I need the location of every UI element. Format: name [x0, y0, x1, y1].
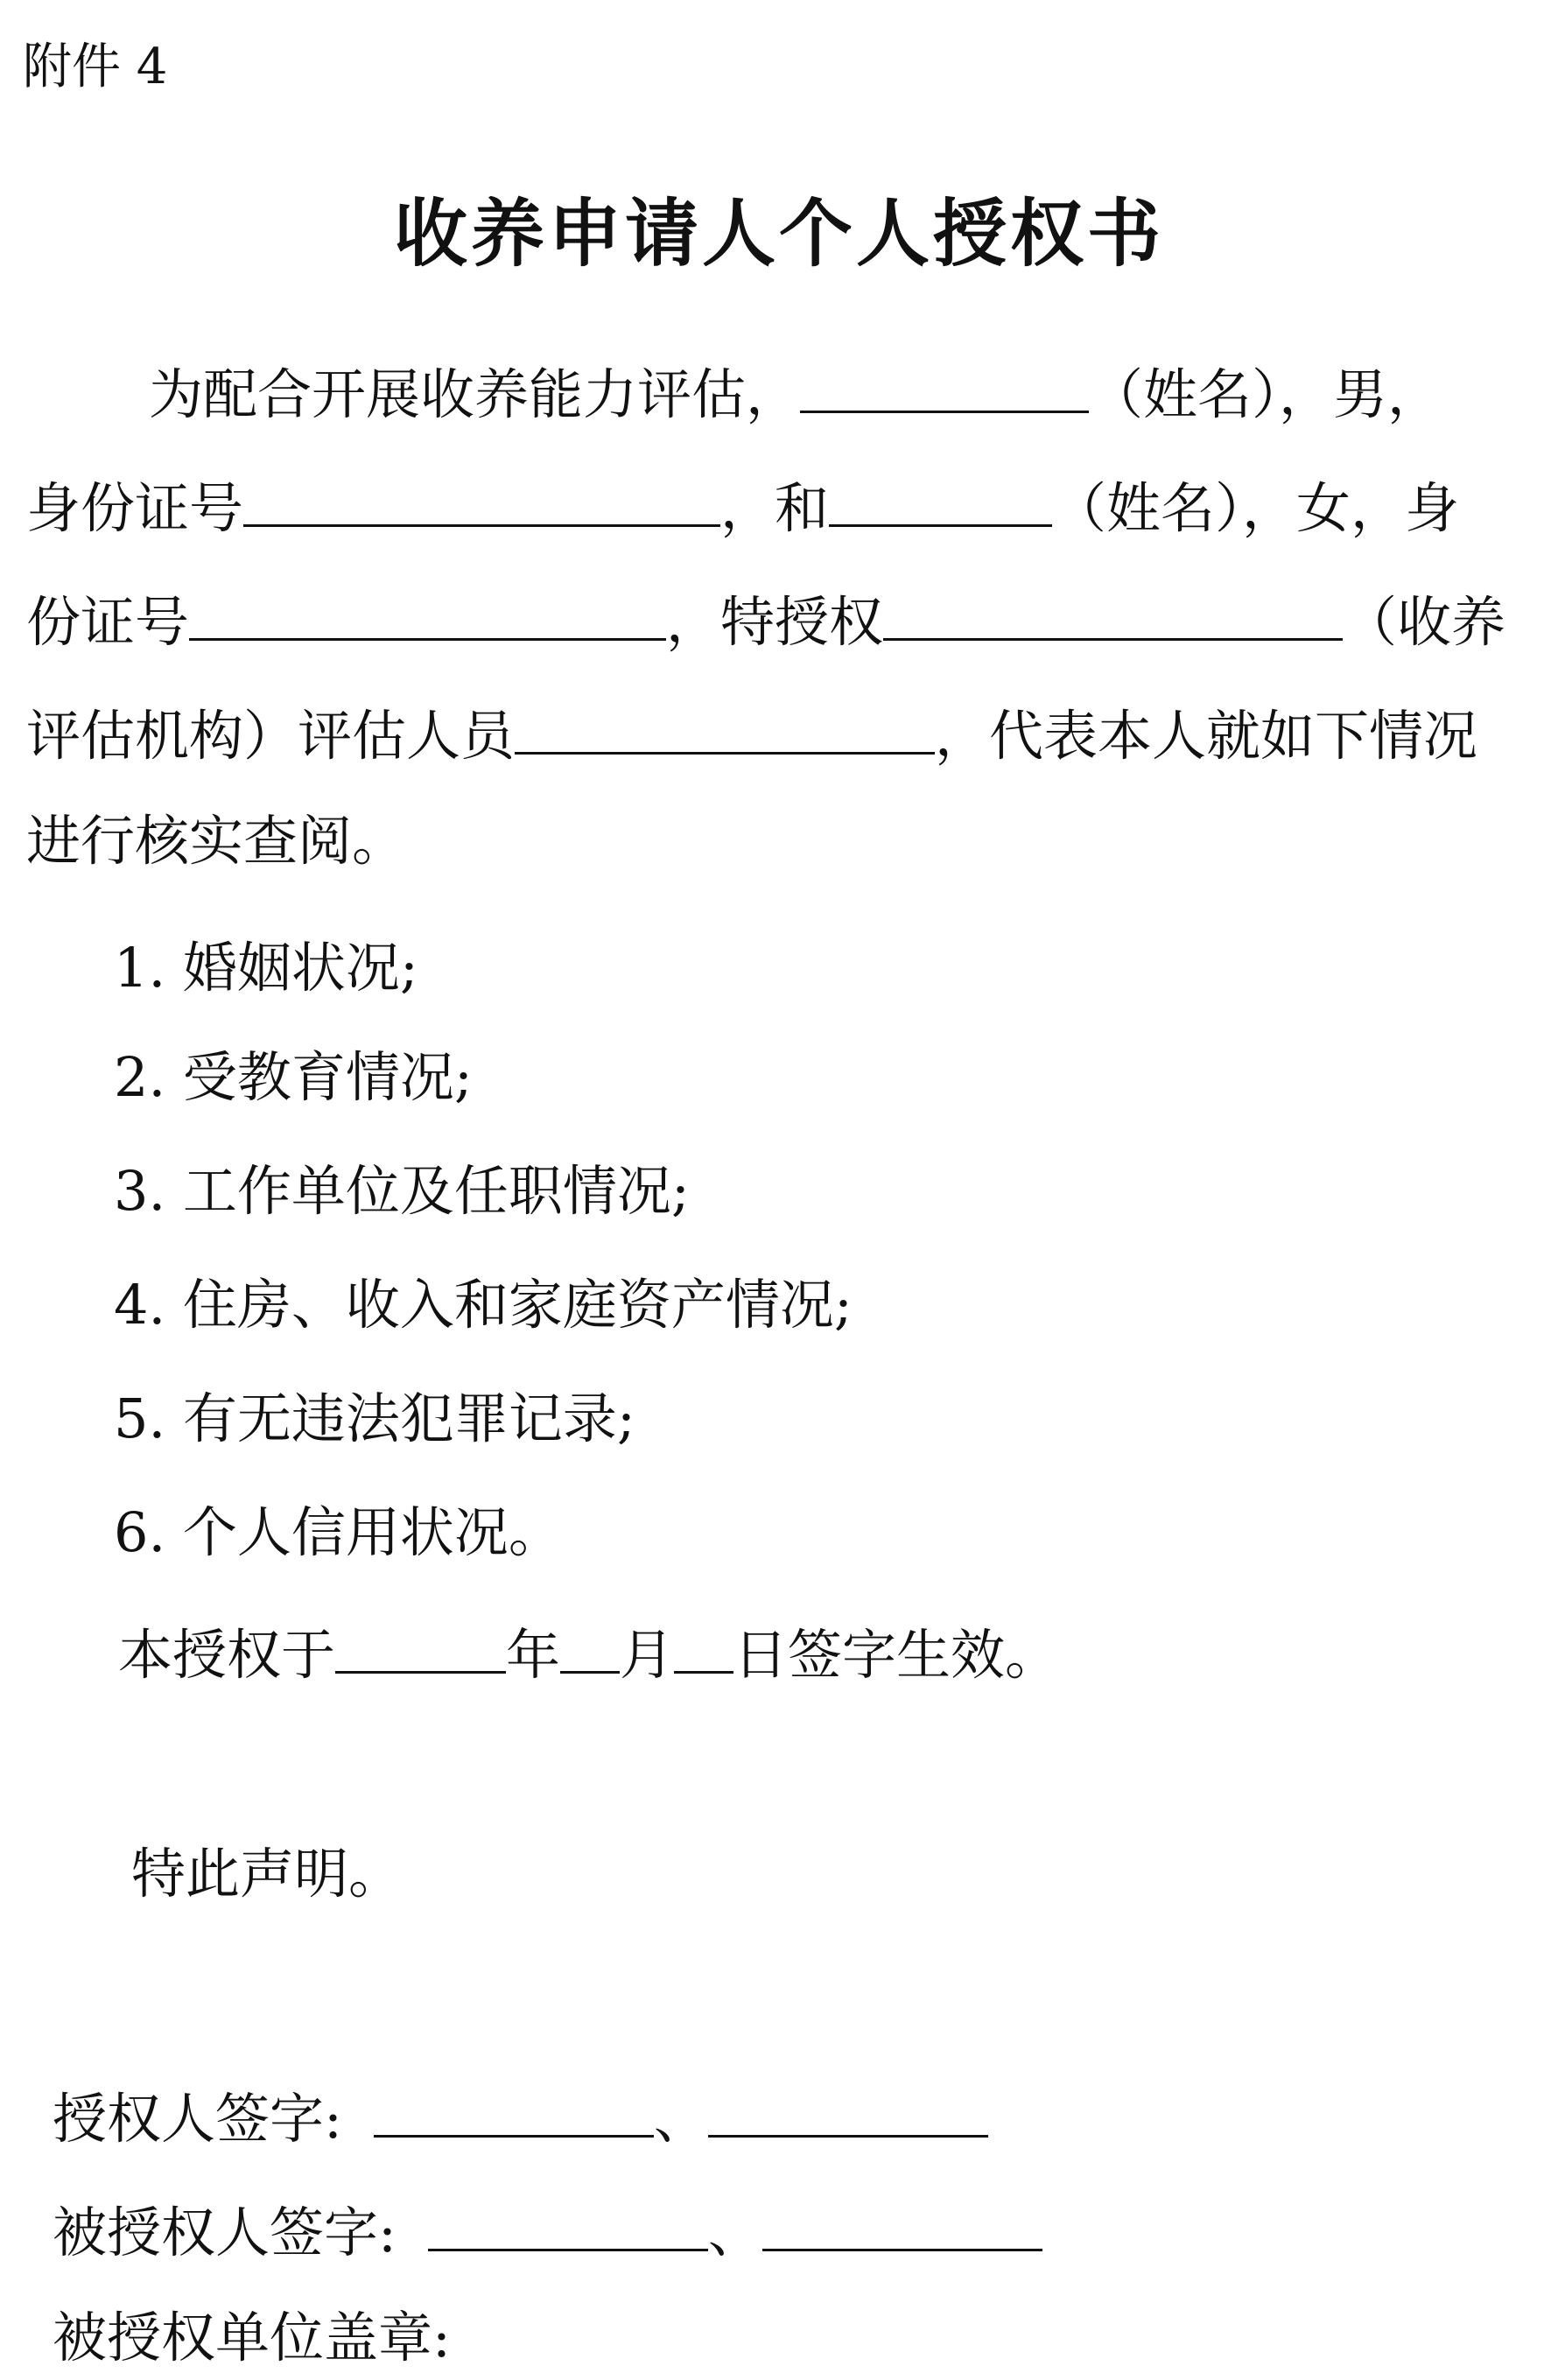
agency-blank[interactable]: [883, 586, 1343, 641]
day-blank[interactable]: [674, 1619, 733, 1674]
grantor-signature-blank-1[interactable]: [374, 2083, 654, 2138]
name-blank-male[interactable]: [800, 359, 1089, 413]
para-text: 身份证号: [26, 475, 244, 540]
month-blank[interactable]: [560, 1619, 620, 1674]
assessor-blank[interactable]: [515, 700, 935, 755]
year-label: 年: [506, 1622, 561, 1687]
list-item: 3. 工作单位及任职情况;: [114, 1159, 690, 1223]
para-line-2: [26, 473, 1460, 540]
para-text: （姓名），男，: [1089, 362, 1442, 426]
seal-line: 被授权单位盖章:: [53, 2306, 451, 2369]
para-text: 评估机构）评估人员: [26, 703, 516, 768]
grantee-signature-line: [53, 2197, 1042, 2264]
grantor-signature-blank-2[interactable]: [708, 2083, 988, 2138]
para-text: ，特授权: [666, 589, 884, 654]
attachment-label: 附件 4: [23, 39, 168, 95]
grantee-signature-blank-1[interactable]: [428, 2197, 708, 2251]
month-label: 月: [620, 1622, 675, 1687]
list-item: 5. 有无违法犯罪记录;: [114, 1387, 635, 1450]
name-blank-female[interactable]: [829, 473, 1052, 527]
grantee-signature-blank-2[interactable]: [762, 2197, 1042, 2251]
para-line-1: [149, 359, 1442, 426]
grantor-signature-line: [53, 2083, 988, 2151]
year-blank[interactable]: [335, 1619, 506, 1674]
effective-text: 本授权于: [118, 1622, 336, 1687]
list-item: 6. 个人信用状况。: [114, 1500, 563, 1564]
para-text: 为配合开展收养能力评估，: [149, 362, 801, 426]
para-text: 份证号: [26, 589, 190, 654]
id-number-blank-male[interactable]: [243, 473, 720, 527]
grantee-label: 被授权人签字:: [53, 2200, 397, 2264]
para-line-3: [26, 586, 1506, 654]
document-title: 收养申请人个人授权书: [393, 191, 1164, 277]
separator: 、: [653, 2086, 708, 2151]
para-line-5: 进行核实查阅。: [26, 809, 407, 873]
effective-date-line: [118, 1619, 1060, 1687]
id-number-blank-female[interactable]: [189, 586, 666, 641]
para-text: （姓名），女，身: [1052, 475, 1460, 540]
list-item: 2. 受教育情况;: [114, 1045, 473, 1109]
day-label: 日签字生效。: [733, 1622, 1060, 1687]
separator: 、: [707, 2200, 762, 2264]
para-text: ，和: [720, 475, 830, 540]
para-line-4: [26, 700, 1478, 768]
list-item: 1. 婚姻状况;: [114, 936, 418, 1000]
para-text: ，代表本人就如下情况: [935, 703, 1478, 768]
list-item: 4. 住房、收入和家庭资产情况;: [114, 1273, 853, 1337]
para-text: （收养: [1343, 589, 1506, 654]
declaration: 特此声明。: [131, 1842, 404, 1906]
grantor-label: 授权人签字:: [53, 2086, 342, 2151]
